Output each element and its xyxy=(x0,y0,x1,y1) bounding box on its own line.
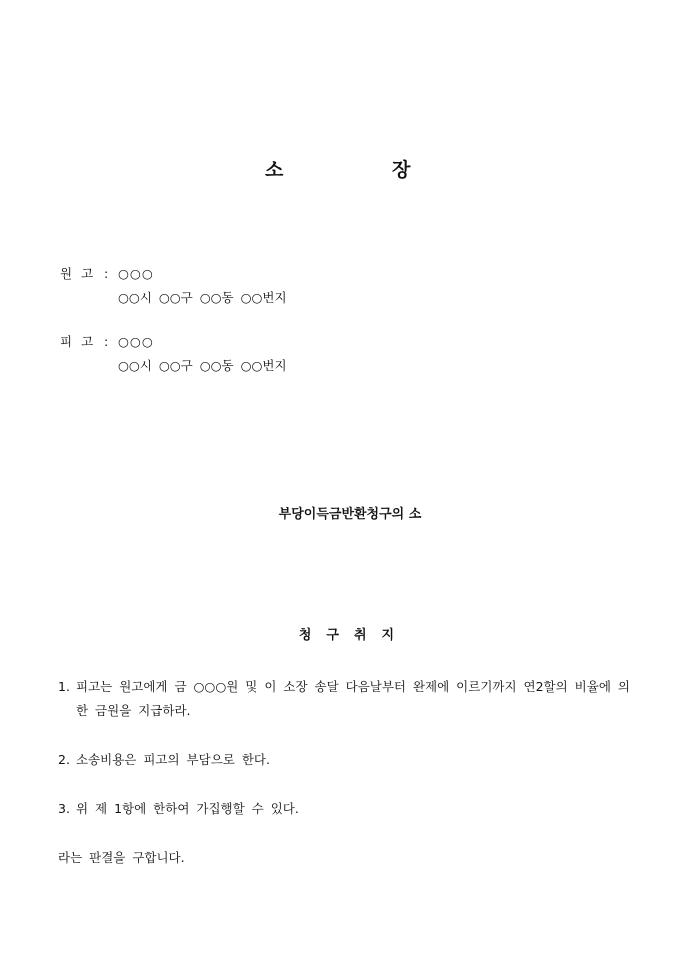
claim-item-3 xyxy=(58,797,638,821)
claim-text: 소송비용은 피고의 부담으로 한다. xyxy=(76,752,270,767)
document-title-char-2: 장 xyxy=(392,159,411,181)
document-title-char-1: 소 xyxy=(265,159,284,181)
closing-statement: 라는 판결을 구합니다. xyxy=(58,850,185,865)
defendant-colon: : xyxy=(104,334,109,349)
document-title xyxy=(0,158,680,182)
claim-item-2 xyxy=(58,748,638,772)
defendant-label: 피고 xyxy=(60,334,103,349)
plaintiff-address: ○○시 ○○구 ○○동 ○○번지 xyxy=(118,290,287,305)
defendant-name: ○○○ xyxy=(118,334,154,349)
claims-list xyxy=(58,675,638,870)
plaintiff-name: ○○○ xyxy=(118,266,154,281)
claims-heading: 청구취지 xyxy=(298,628,410,643)
claim-item-1 xyxy=(58,675,638,723)
claim-number: 1. xyxy=(58,679,70,694)
claim-number: 3. xyxy=(58,801,70,816)
claim-number: 2. xyxy=(58,752,70,767)
claim-text: 피고는 원고에게 금 ○○○원 및 이 소장 송달 다음날부터 완제에 이르기까지 연2할의 비율에 의한 금원을 지급하라. xyxy=(76,679,630,718)
plaintiff-label: 원고 xyxy=(60,266,103,281)
case-name: 부당이득금반환청구의 소 xyxy=(278,507,422,522)
plaintiff-colon: : xyxy=(104,266,109,281)
defendant-address: ○○시 ○○구 ○○동 ○○번지 xyxy=(118,358,287,373)
claim-text: 위 제 1항에 한하여 가집행할 수 있다. xyxy=(76,801,299,816)
